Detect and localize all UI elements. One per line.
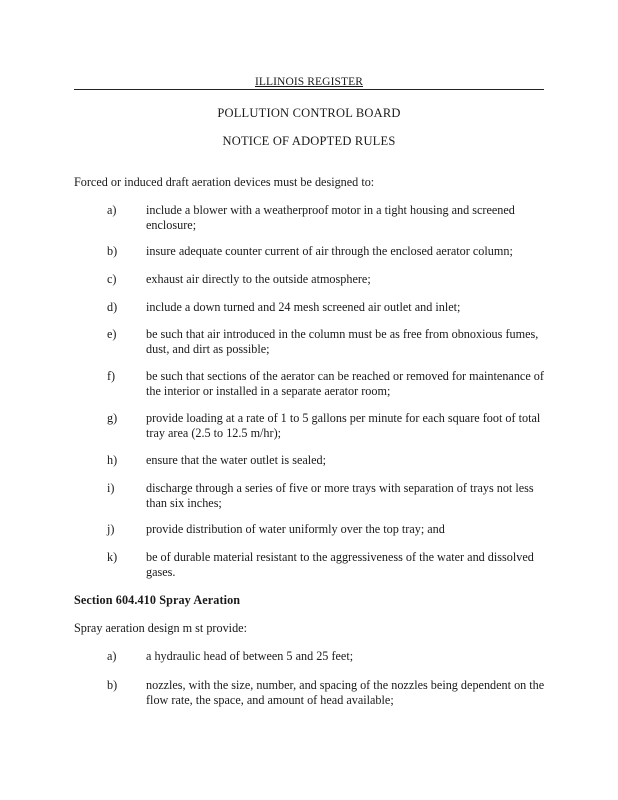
item-label: d): [107, 300, 118, 314]
notice-title: NOTICE OF ADOPTED RULES: [222, 134, 396, 148]
item-text: be of durable material resistant to the aggressiveness of the water and dissolved gases.: [146, 550, 534, 579]
register-title: ILLINOIS REGISTER: [254, 76, 364, 88]
item-text: exhaust air directly to the outside atmosphere;: [146, 272, 371, 286]
item-text: include a down turned and 24 mesh screened air outlet and inlet;: [146, 300, 461, 314]
item-label: b): [107, 244, 118, 258]
item-text: be such that sections of the aerator can be reached or removed for maintenance of the interior or installed in a separate aerator room;: [146, 369, 544, 398]
item-text: nozzles, with the size, number, and spacing of the nozzles being dependent on the flow rate, the space, and amount of head available;: [146, 678, 545, 707]
forced-draft-intro: Forced or induced draft aeration devices must be designed to:: [74, 175, 375, 189]
register-header: [74, 76, 544, 90]
item-label: a): [107, 203, 117, 217]
item-text: insure adequate counter current of air through the enclosed aerator column;: [146, 244, 513, 258]
item-label: i): [107, 481, 115, 495]
spray-aeration-intro: Spray aeration design m st provide:: [74, 621, 247, 635]
item-label: e): [107, 327, 117, 341]
item-text: provide loading at a rate of 1 to 5 gallons per minute for each square foot of total tray area (2.5 to 12.5 m/hr);: [146, 411, 541, 440]
item-text: be such that air introduced in the column must be as free from obnoxious fumes, dust, and dirt as possible;: [146, 327, 539, 356]
item-label: j): [107, 522, 115, 536]
item-text: a hydraulic head of between 5 and 25 feet;: [146, 649, 354, 663]
item-label: f): [107, 369, 116, 383]
item-text: discharge through a series of five or more trays with separation of trays not less than six inches;: [146, 481, 534, 510]
section-heading: Section 604.410 Spray Aeration: [74, 593, 241, 607]
item-label: a): [107, 649, 117, 663]
board-title: POLLUTION CONTROL BOARD: [217, 106, 401, 120]
item-label: k): [107, 550, 118, 564]
item-label: b): [107, 678, 118, 692]
item-label: c): [107, 272, 117, 286]
item-text: include a blower with a weatherproof motor in a tight housing and screened enclosure;: [146, 203, 515, 232]
item-label: g): [107, 411, 118, 425]
item-text: provide distribution of water uniformly over the top tray; and: [146, 522, 445, 536]
item-label: h): [107, 453, 118, 467]
item-text: ensure that the water outlet is sealed;: [146, 453, 327, 467]
